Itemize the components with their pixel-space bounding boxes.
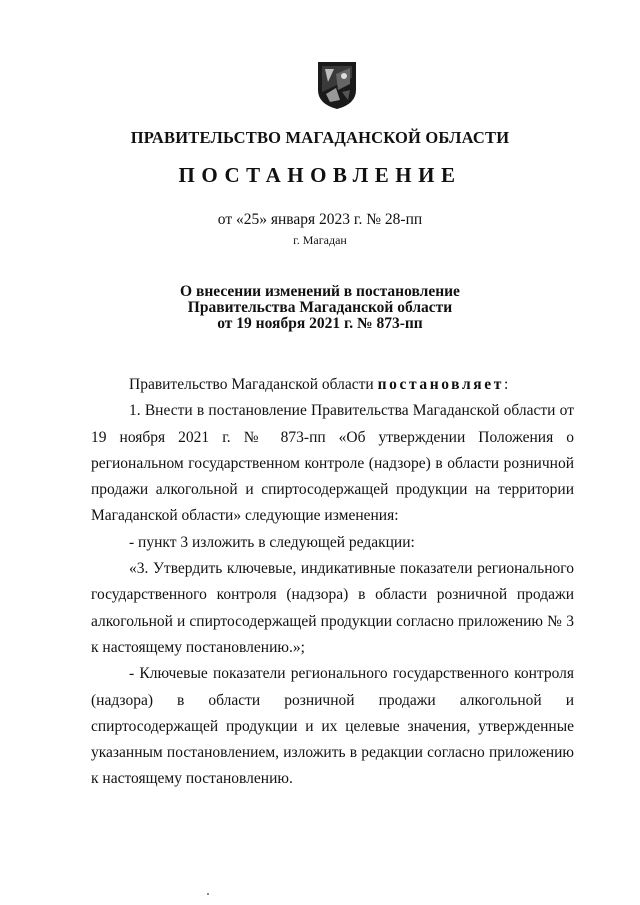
intro-suffix: :	[503, 376, 509, 393]
coat-of-arms-icon	[316, 60, 358, 110]
intro-paragraph	[91, 372, 574, 398]
body-paragraph: «3. Утвердить ключевые, индикативные показатели регионального государственного контроля (надзора) в области розничной продажи алкогольной и спиртосодержащей продукции согласно приложению № 3 к настоящему постановлению.»;	[91, 560, 574, 656]
document-body	[91, 372, 574, 793]
document-type: ПОСТАНОВЛЕНИЕ	[178, 163, 462, 187]
document-title-line: от 19 ноября 2021 г. № 873-пп	[217, 315, 423, 332]
document-title	[0, 284, 640, 332]
intro-prefix: Правительство Магаданской области	[129, 376, 374, 393]
body-paragraph: - Ключевые показатели регионального государственного контроля (надзора) в области розничной продажи алкогольной и спиртосодержащей продукции и их целевые значения, утвержденные указанным постановлением, изложить в редакции согласно приложению к настоящему постановлению.	[91, 665, 574, 788]
body-paragraph: 1. Внести в постановление Правительства Магаданской области от 19 ноября 2021 г. № 873-пп «Об утверждении Положения о региональном государственном контроле (надзоре) в области розничной продажи алкогольной и спиртосодержащей продукции на территории Магаданской области» следующие изменения:	[91, 402, 574, 525]
document-title-line: О внесении изменений в постановление	[180, 283, 460, 300]
document-date-number: от «25» января 2023 г. № 28-пп	[217, 211, 423, 228]
body-paragraph: - пункт 3 изложить в следующей редакции:	[129, 533, 415, 551]
organization-name: ПРАВИТЕЛЬСТВО МАГАДАНСКОЙ ОБЛАСТИ	[130, 128, 510, 147]
intro-verb: постановляет	[377, 376, 504, 393]
document-title-line: Правительства Магаданской области	[187, 299, 453, 316]
scan-speck	[207, 893, 209, 895]
document-city: г. Магадан	[293, 233, 347, 247]
